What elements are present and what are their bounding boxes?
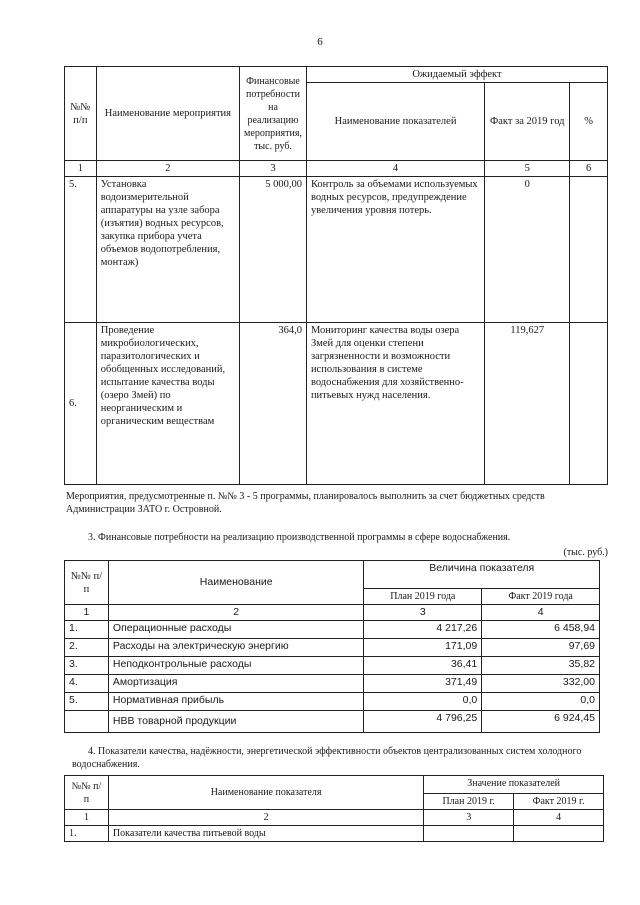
row-fact: 0,0 [482, 693, 600, 711]
row-plan [424, 826, 514, 842]
row-fact: 97,69 [482, 639, 600, 657]
col-number: 3 [424, 810, 514, 826]
header-plan: План 2019 г. [424, 794, 514, 810]
row-name: НВВ товарной продукции [108, 711, 364, 733]
row-num: 4. [65, 675, 109, 693]
row-name: Нормативная прибыль [108, 693, 364, 711]
table-row [65, 657, 600, 675]
row-num: 3. [65, 657, 109, 675]
col-number: 2 [108, 810, 423, 826]
finance-table [64, 560, 600, 733]
table-row-total [65, 711, 600, 733]
col-number: 3 [240, 161, 307, 177]
col-number: 2 [96, 161, 239, 177]
row-fact: 6 924,45 [482, 711, 600, 733]
row-fact: 0 [485, 177, 570, 323]
header-measure-name: Наименование мероприятия [96, 67, 239, 161]
row-name: Расходы на электрическую энергию [108, 639, 364, 657]
col-number: 1 [65, 810, 109, 826]
table-row [65, 693, 600, 711]
row-name: Амортизация [108, 675, 364, 693]
row-measure-name: Установка водоизмерительной аппаратуры на узле забора (изъятия) водных ресурсов, закупка прибора учета объемов водопотребления, монтаж) [96, 177, 239, 323]
header-plan: План 2019 года [364, 589, 482, 605]
column-numbers-row [65, 810, 604, 826]
measures-table [64, 66, 608, 485]
row-num: 1. [65, 826, 109, 842]
row-finance: 5 000,00 [240, 177, 307, 323]
col-number: 6 [570, 161, 608, 177]
row-measure-name: Проведение микробиологических, паразитологических и обобщенных исследований, испытание качества воды (озеро Змей) по неорганическим и органическим веществам [96, 323, 239, 485]
header-value: Значение показателей [424, 776, 604, 794]
header-fact: Факт 2019 г. [514, 794, 604, 810]
col-number: 3 [364, 605, 482, 621]
table-row [65, 826, 604, 842]
row-percent [570, 177, 608, 323]
row-plan: 4 796,25 [364, 711, 482, 733]
row-plan: 4 217,26 [364, 621, 482, 639]
col-number: 1 [65, 605, 109, 621]
header-finance: Финансовые потребности на реализацию мероприятия, тыс. руб. [240, 67, 307, 161]
col-number: 1 [65, 161, 97, 177]
row-plan: 0,0 [364, 693, 482, 711]
row-fact: 35,82 [482, 657, 600, 675]
section3-title: 3. Финансовые потребности на реализацию производственной программы в сфере водоснабжения. [88, 532, 511, 543]
row-num: 2. [65, 639, 109, 657]
header-indicator-name: Наименование показателя [108, 776, 423, 810]
row-plan: 36,41 [364, 657, 482, 675]
col-number: 5 [485, 161, 570, 177]
header-fact: Факт 2019 года [482, 589, 600, 605]
row-num [65, 711, 109, 733]
section3-unit: (тыс. руб.) [563, 547, 608, 558]
column-numbers-row [65, 161, 608, 177]
section4-title: 4. Показатели качества, надёжности, энергетической эффективности объектов централизованных систем холодного водоснабжения. [72, 746, 582, 770]
row-percent [570, 323, 608, 485]
header-value: Величина показателя [364, 561, 600, 589]
table-row [65, 639, 600, 657]
header-num: №№ п/п [65, 561, 109, 605]
row-plan: 171,09 [364, 639, 482, 657]
header-num: №№ п/п [65, 67, 97, 161]
header-indicators: Наименование показателей [306, 83, 484, 161]
row-indicator: Контроль за объемами используемых водных ресурсов, предупреждение увеличения уровня потерь. [306, 177, 484, 323]
row-num: 5. [65, 693, 109, 711]
col-number: 4 [482, 605, 600, 621]
row-fact: 6 458,94 [482, 621, 600, 639]
col-number: 4 [306, 161, 484, 177]
header-num: №№ п/п [65, 776, 109, 810]
table-note: Мероприятия, предусмотренные п. №№ 3 - 5 программы, планировалось выполнить за счет бюджетных средств Администрации ЗАТО г. Островной. [66, 491, 545, 515]
row-num: 6. [65, 323, 97, 485]
row-num: 5. [65, 177, 97, 323]
col-number: 2 [108, 605, 364, 621]
row-name: Показатели качества питьевой воды [108, 826, 423, 842]
table-row [65, 323, 608, 485]
page-number: 6 [317, 36, 323, 48]
row-finance: 364,0 [240, 323, 307, 485]
table-row [65, 675, 600, 693]
header-percent: % [570, 83, 608, 161]
row-name: Неподконтрольные расходы [108, 657, 364, 675]
column-numbers-row [65, 605, 600, 621]
header-name: Наименование [108, 561, 364, 605]
row-fact [514, 826, 604, 842]
header-fact: Факт за 2019 год [485, 83, 570, 161]
row-name: Операционные расходы [108, 621, 364, 639]
row-plan: 371,49 [364, 675, 482, 693]
col-number: 4 [514, 810, 604, 826]
table-row [65, 177, 608, 323]
row-fact: 119,627 [485, 323, 570, 485]
row-num: 1. [65, 621, 109, 639]
header-expected-effect: Ожидаемый эффект [306, 67, 607, 83]
row-fact: 332,00 [482, 675, 600, 693]
row-indicator: Мониторинг качества воды озера Змей для оценки степени загрязненности и возможности использования в системе водоснабжения для хозяйственно-питьевых нужд населения. [306, 323, 484, 485]
quality-indicators-table [64, 775, 604, 842]
table-row [65, 621, 600, 639]
